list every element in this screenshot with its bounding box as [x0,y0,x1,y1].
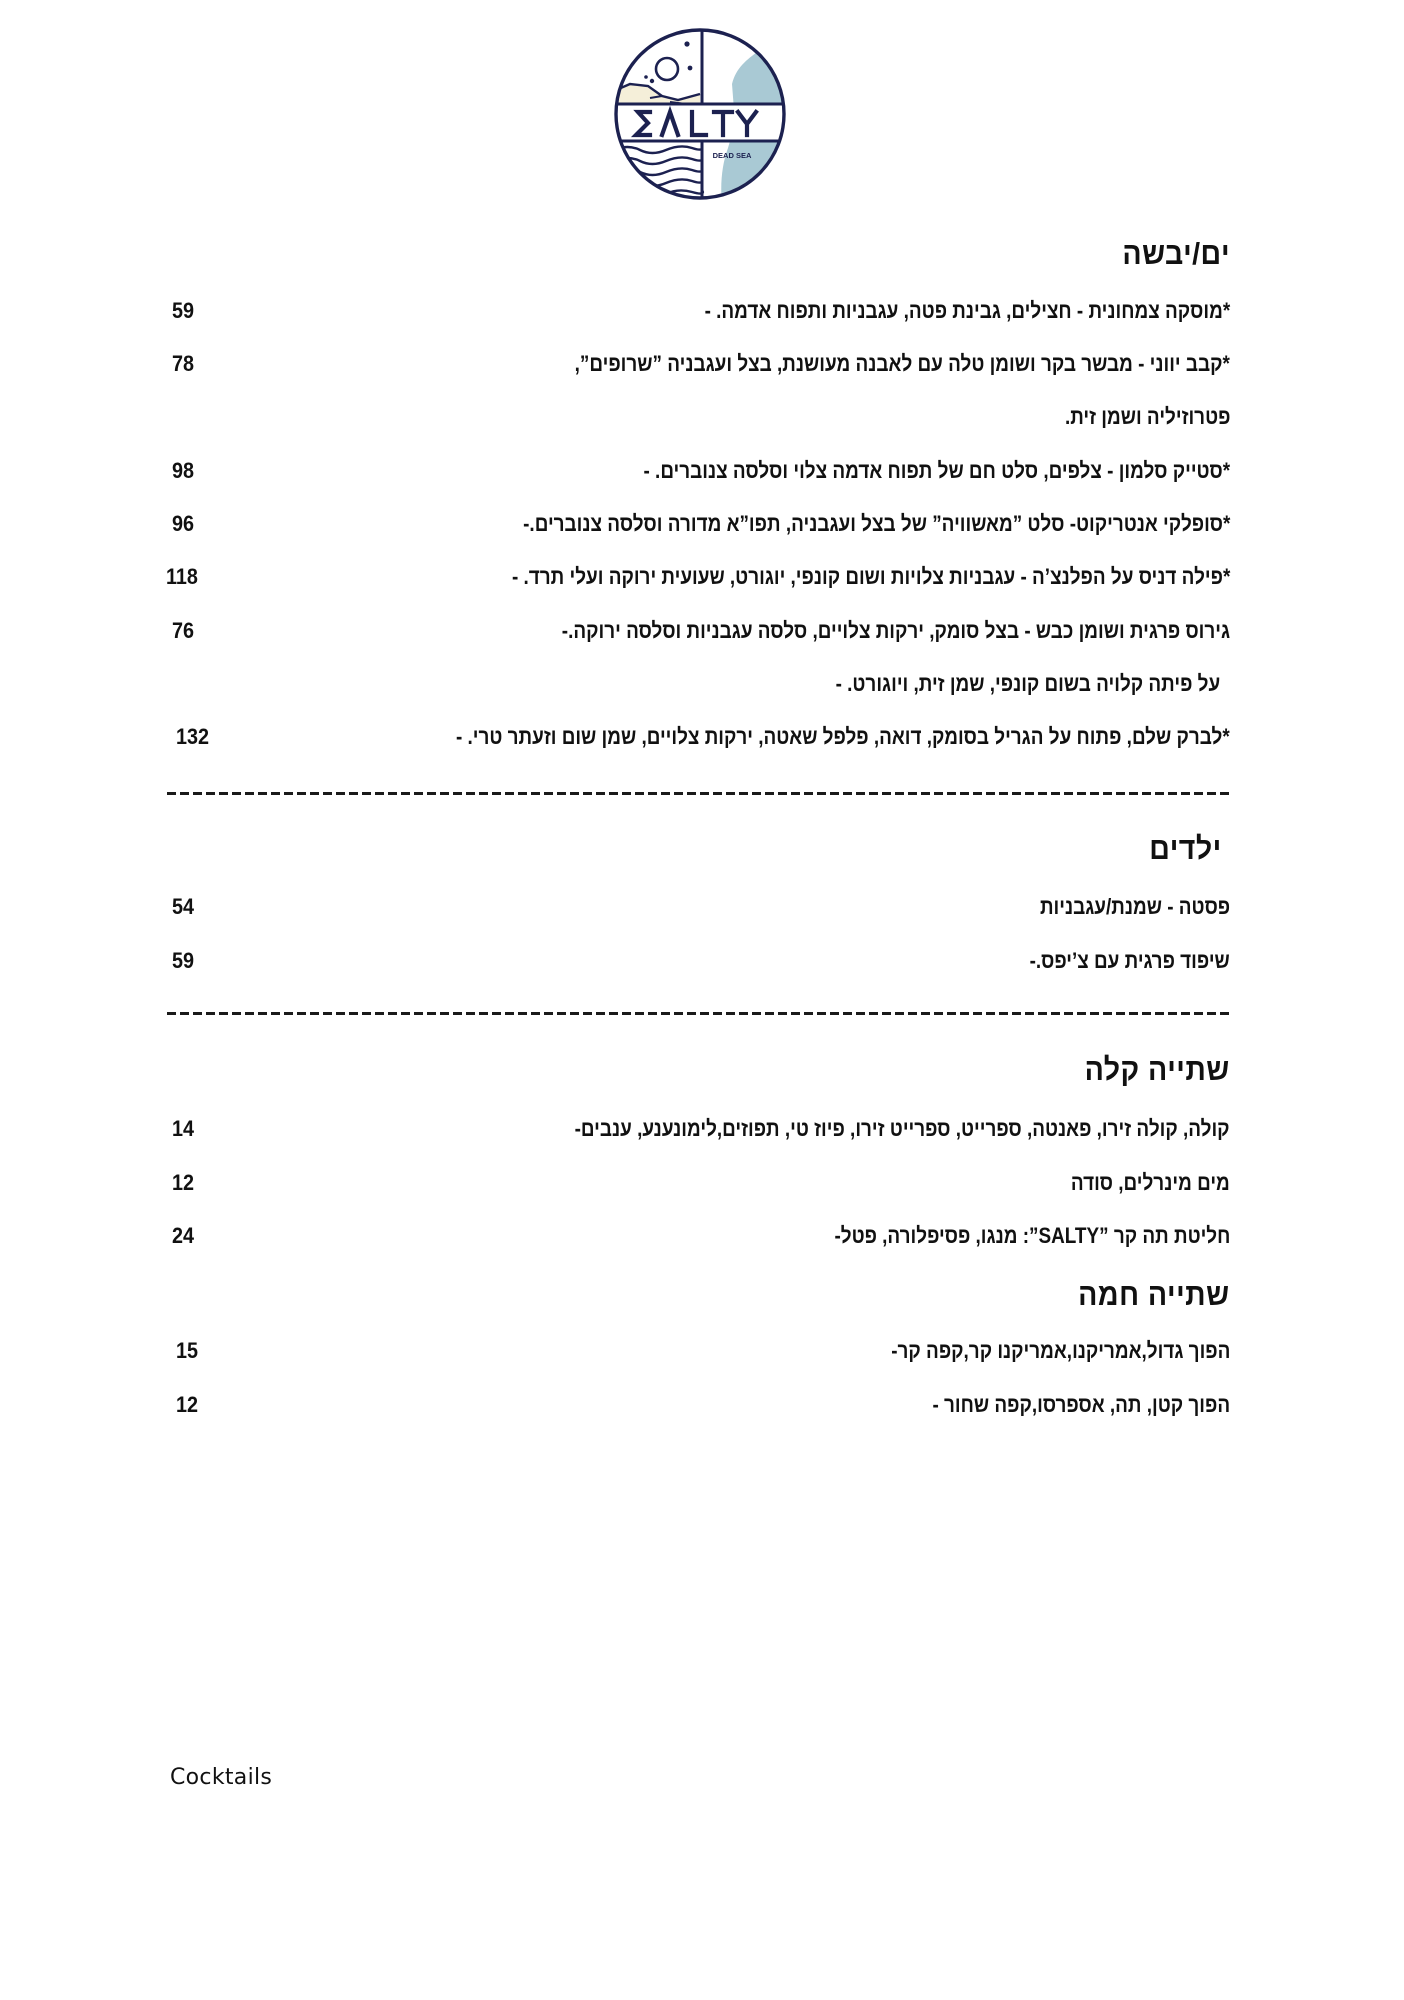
item-description: *לברק שלם, פתוח על הגריל בסומק, דואה, פלפל שאטה, ירקות צלויים, שמן שום וזעתר טרי. - [456,724,1230,749]
menu-item-continuation [168,669,1230,699]
item-description: הפוך גדול,אמריקנו,אמריקנו קר,קפה קר- [890,1338,1230,1363]
item-description: *פילה דניס על הפלנצ’ה - עגבניות צלויות ושום קונפי, יוגורט, שעועית ירוקה ועלי תרד. - [511,564,1230,589]
item-price: 118 [166,564,198,589]
section-heading-kids: ילדים [1149,831,1222,866]
menu-item [168,1390,1230,1420]
item-price: 78 [172,351,195,376]
menu-item [168,1336,1230,1366]
logo-subtitle: DEAD SEA [712,151,752,160]
item-description: *סופלקי אנטריקוט- סלט ”מאשוויה” של בצל ועגבניה, תפו”א מדורה וסלסה צנוברים.- [522,511,1230,536]
item-price: 15 [176,1338,199,1363]
item-price: 54 [172,894,195,919]
item-price: 14 [172,1116,195,1141]
item-price: 98 [172,458,195,483]
menu-item [168,722,1230,752]
item-price: 12 [176,1392,199,1417]
item-description: הפוך קטן, תה, אספרסו,קפה שחור - [932,1392,1230,1417]
item-price: 96 [172,511,195,536]
item-price: 59 [172,948,195,973]
dashed-divider [167,1012,1231,1015]
item-description: פטרוזיליה ושמן זית. [1064,404,1230,429]
item-description: *קבב יווני - מבשר בקר ושומן טלה עם לאבנה מעושנת, בצל ועגבניה ”שרופים”, [574,351,1230,376]
section-heading-hot-drinks: שתייה חמה [1078,1277,1230,1312]
item-description: קולה, קולה זירו, פאנטה, ספרייט, ספרייט זירו, פיוז טי, תפוזים,לימונענע, ענבים- [575,1116,1230,1141]
menu-item [168,616,1230,646]
item-description: גירוס פרגית ושומן כבש - בצל סומק, ירקות צלויים, סלסה עגבניות וסלסה ירוקה.- [561,618,1230,643]
salty-logo [610,24,790,204]
menu-item [168,296,1230,326]
item-price: 59 [172,298,195,323]
section-heading-sea-land: ים/יבשה [1122,236,1230,271]
item-price: 24 [172,1223,195,1248]
item-description: מים מינרלים, סודה [1071,1170,1230,1195]
item-description: על פיתה קלויה בשום קונפי, שמן זית, ויוגורט. - [835,671,1220,696]
item-description: *סטייק סלמון - צלפים, סלט חם של תפוח אדמה צלוי וסלסה צנוברים. - [643,458,1230,483]
menu-item [168,892,1230,922]
cocktails-label: Cocktails [170,1765,273,1790]
dashed-divider [167,792,1231,795]
menu-item [168,1221,1230,1251]
menu-item [168,509,1230,539]
item-description: שיפוד פרגית עם צ’יפס.- [1029,948,1230,973]
menu-item [168,1168,1230,1198]
item-price: 12 [172,1170,195,1195]
item-price: 76 [172,618,195,643]
item-description: פסטה - שמנת/עגבניות [1039,894,1230,919]
menu-item [168,349,1230,379]
menu-item [168,562,1230,592]
menu-item [168,456,1230,486]
section-heading-soft-drinks: שתייה קלה [1084,1052,1230,1087]
item-price: 132 [176,724,210,749]
item-description: חליטת תה קר ”SALTY”: מנגו, פסיפלורה, פטל- [834,1223,1230,1248]
item-description: *מוסקה צמחונית - חצילים, גבינת פטה, עגבניות ותפוח אדמה. - [704,298,1230,323]
menu-item-continuation [168,402,1230,432]
menu-item [168,946,1230,976]
menu-item [168,1114,1230,1144]
